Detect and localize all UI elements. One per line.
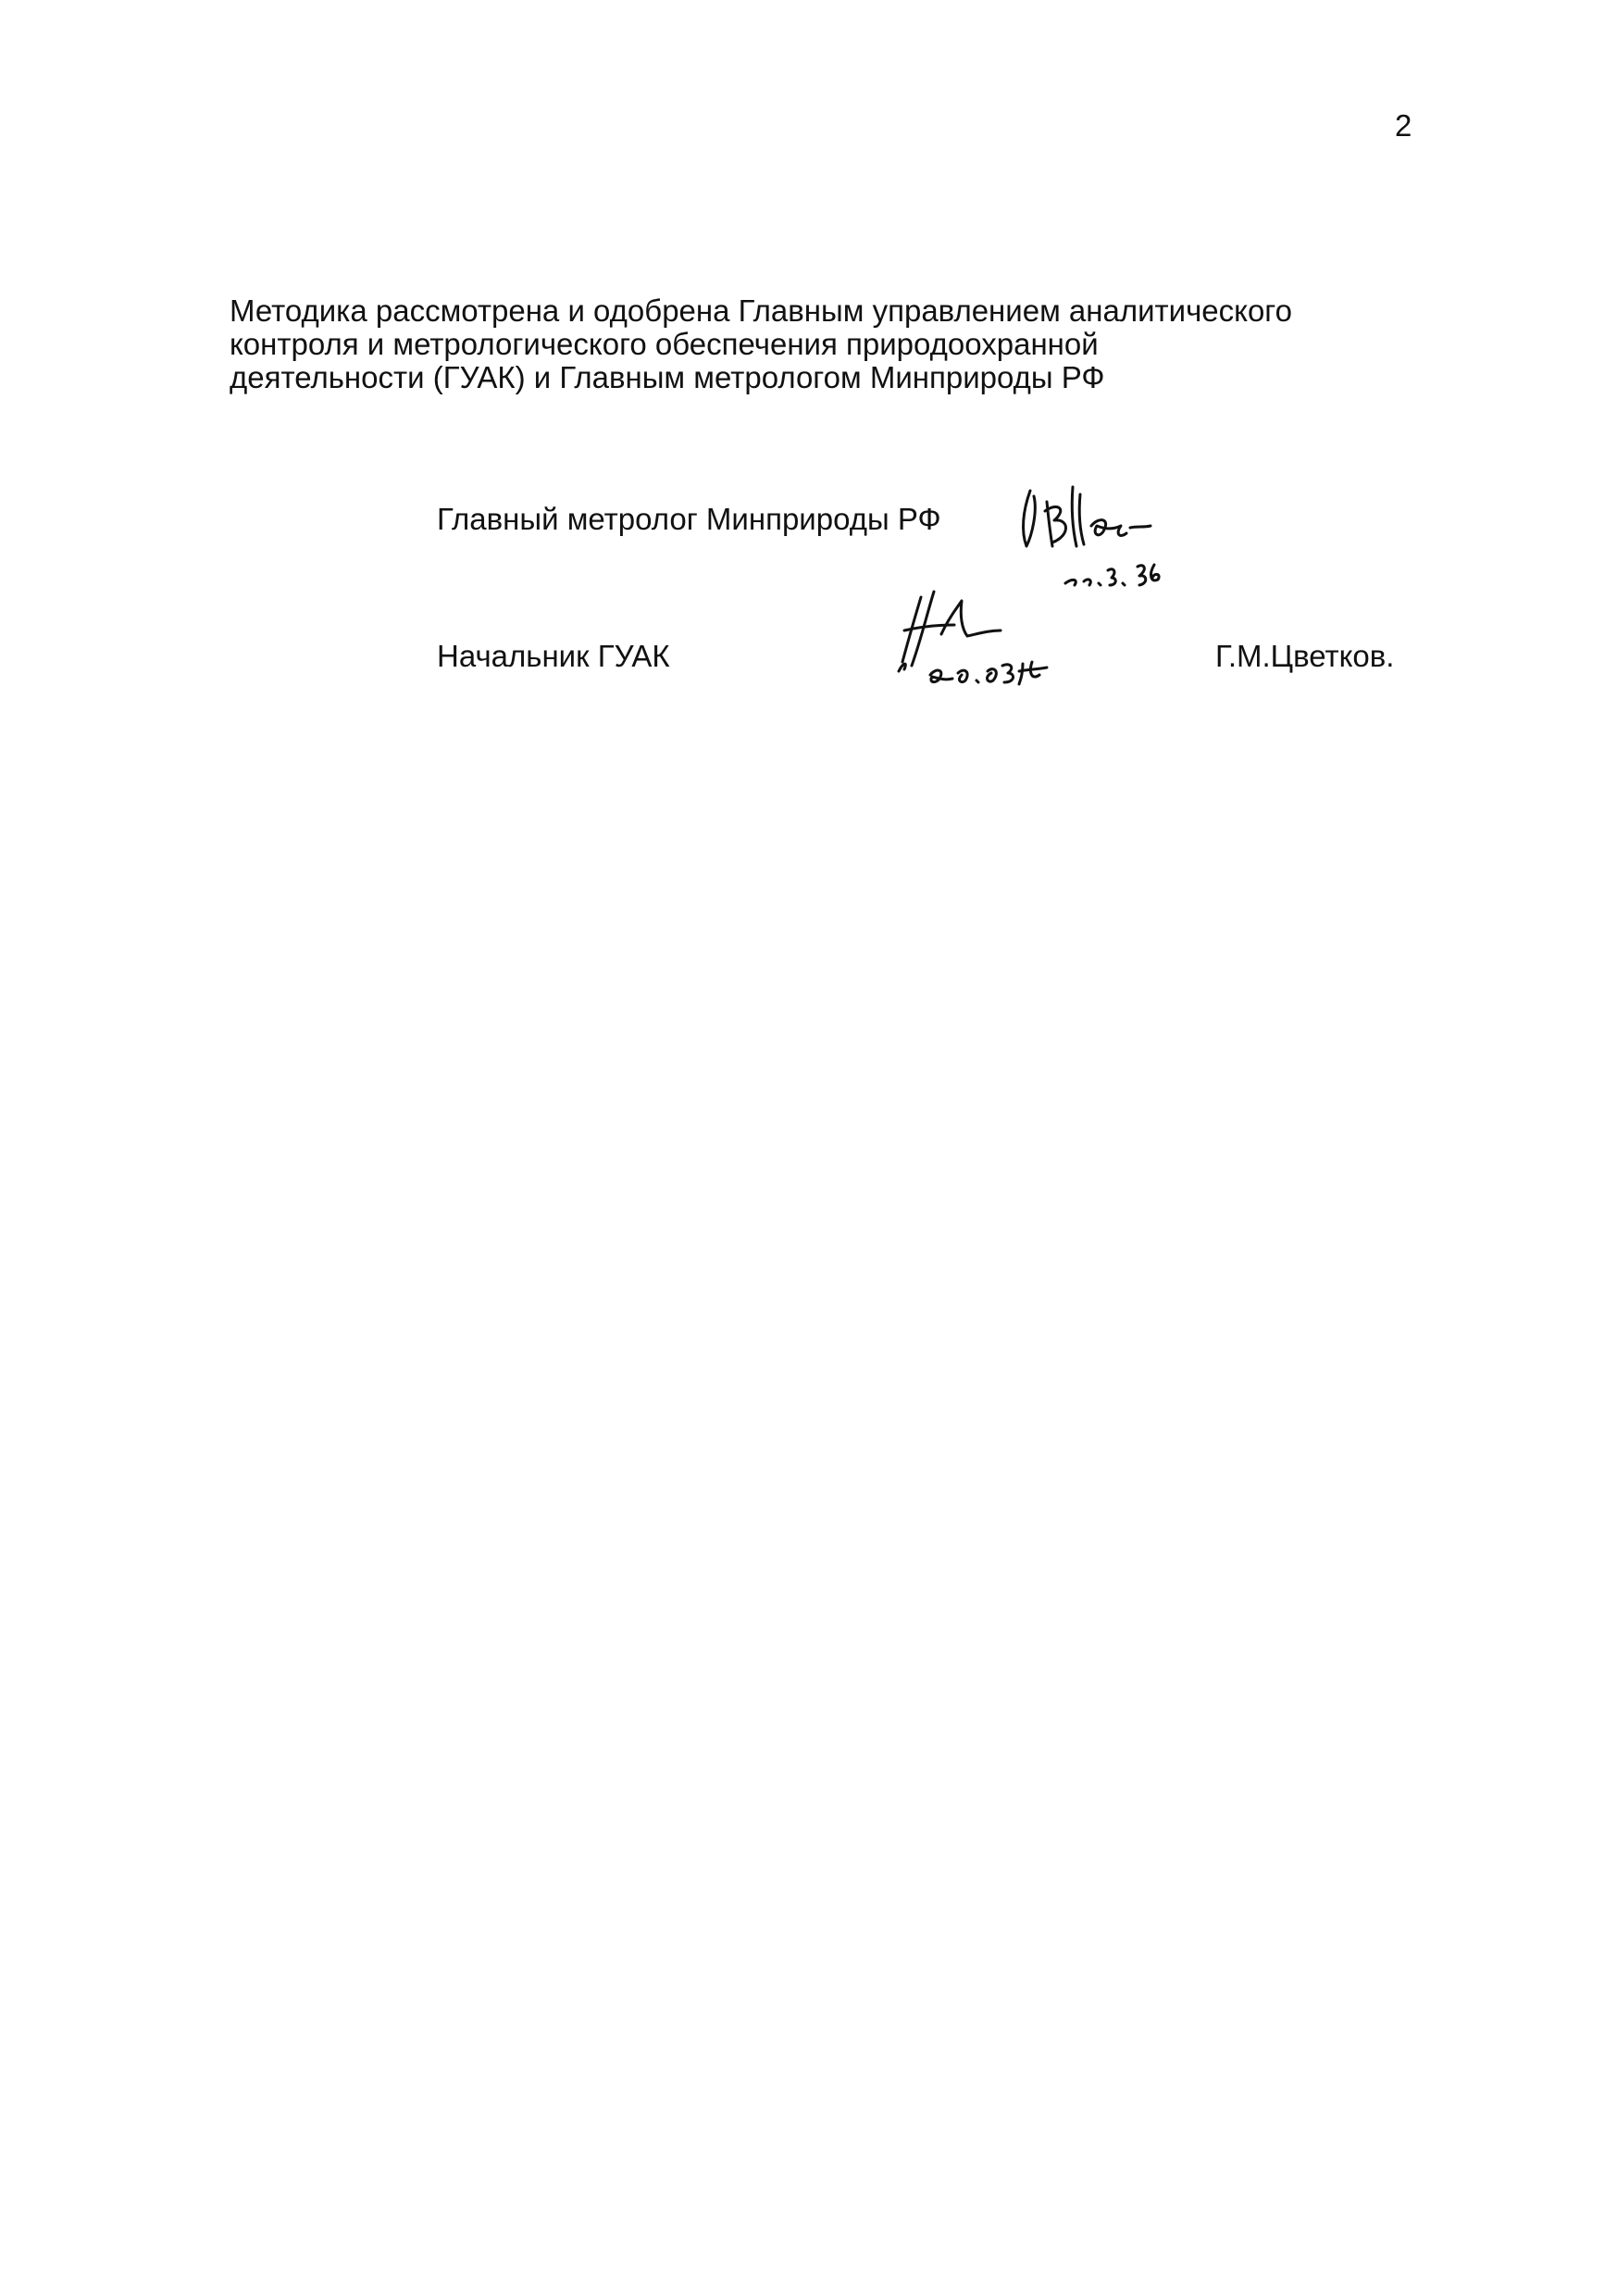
head-guak-name: Г.М.Цветков. <box>1215 639 1395 673</box>
approval-line: контроля и метрологического обеспечения природоохранной <box>230 327 1099 361</box>
approval-line: деятельности (ГУАК) и Главным метрологом Минприроды РФ <box>230 360 1105 394</box>
page-number: 2 <box>1395 108 1412 143</box>
approval-line: Методика рассмотрена и одобрена Главным управлением аналитического <box>230 293 1292 328</box>
head-guak-label: Начальник ГУАК <box>437 639 670 673</box>
chief-metrologist-label: Главный метролог Минприроды РФ <box>437 502 941 536</box>
head-guak-signature <box>884 569 1106 690</box>
approval-paragraph <box>230 294 1292 394</box>
